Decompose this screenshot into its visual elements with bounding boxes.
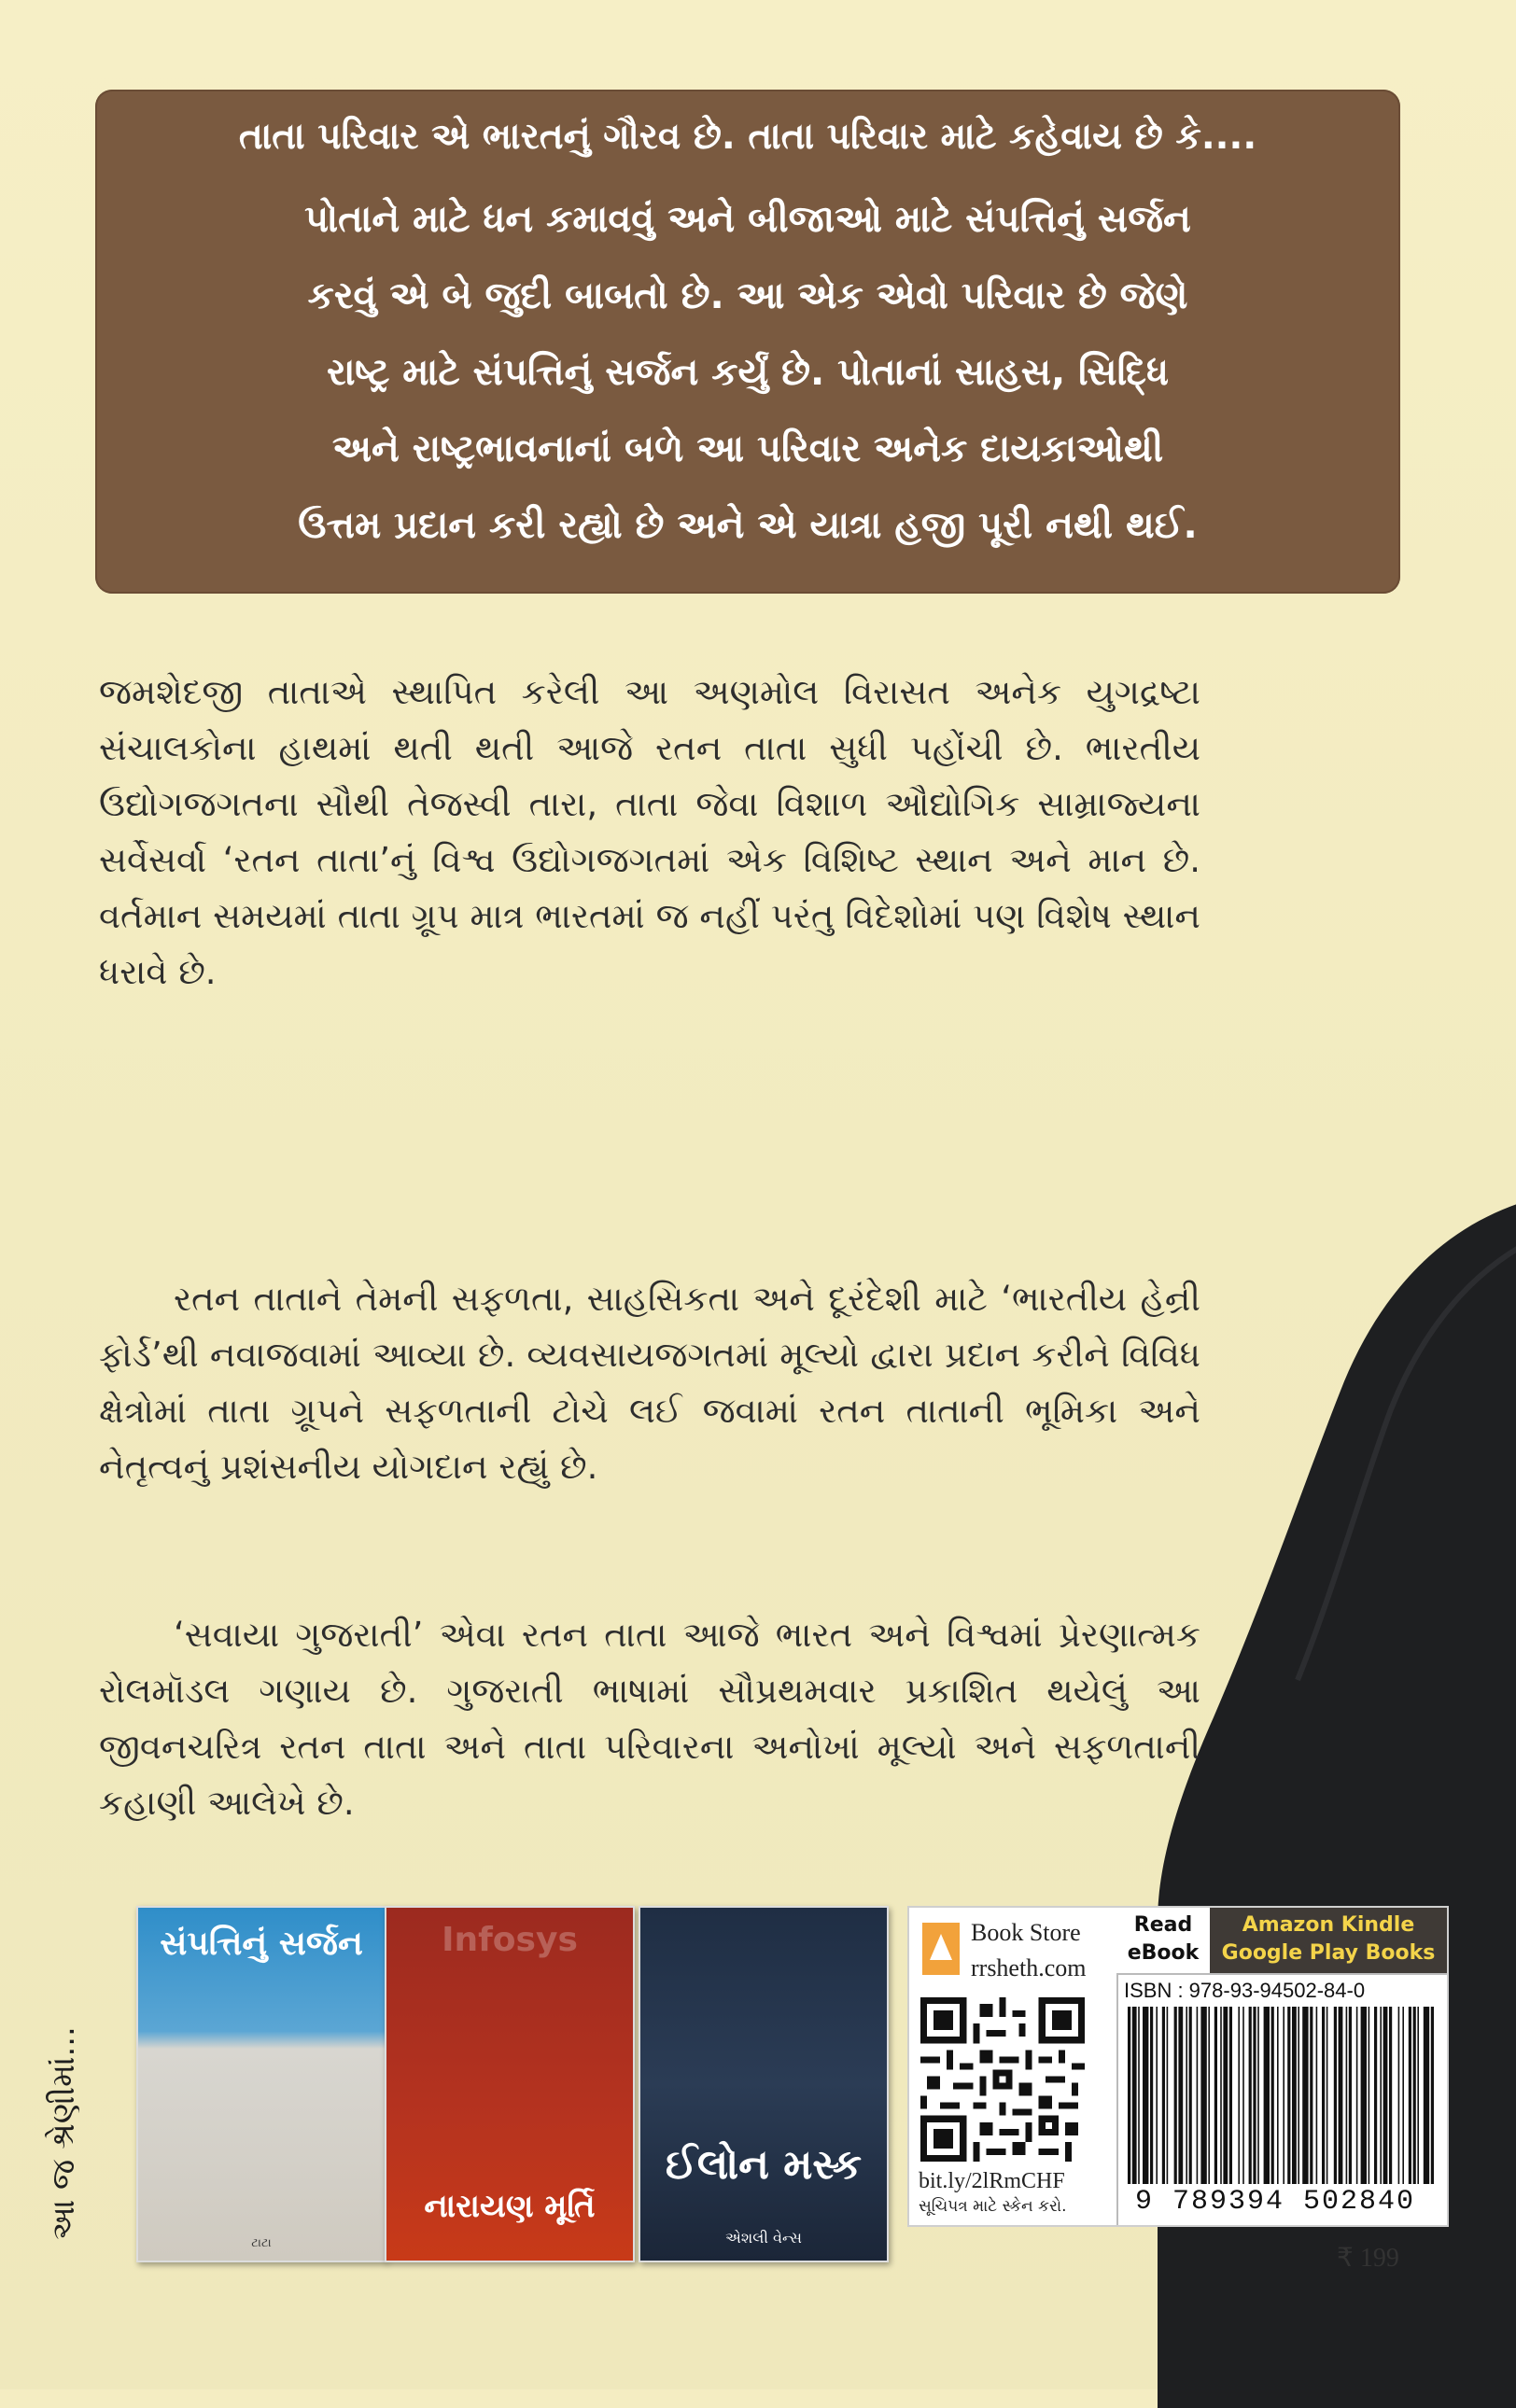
- book-2-subtitle: Infosys: [442, 1921, 578, 1959]
- amazon-kindle-label: Amazon Kindle: [1242, 1913, 1415, 1937]
- isbn-label: ISBN : 978-93-94502-84-0: [1124, 1979, 1366, 2002]
- scan-caption: સૂચિપત્ર માટે સ્કેન કરો.: [919, 2197, 1067, 2216]
- read-label-1: Read: [1133, 1913, 1193, 1937]
- book-3-title: ઈલોન મસ્ક: [665, 2141, 863, 2189]
- publisher-logo-icon: [920, 1921, 962, 1977]
- book-1-subtitle: ટાટા: [251, 2236, 272, 2250]
- book-cover-2: [385, 1906, 635, 2262]
- read-ebook-badge: [1116, 1908, 1210, 1975]
- quote-line-4: રાષ્ટ્ર માટે સંપત્તિનું સર્જન કર્યું છે. પોતાનાં સાહસ, સિદ્ધિ: [327, 351, 1169, 394]
- quote-line-5: અને રાષ્ટ્રભાવનાનાં બળે આ પરિવાર અનેક દાયકાઓથી: [331, 427, 1164, 470]
- body-paragraph-2: રતન તાતાને તેમની સફળતા, સાહસિકતા અને દૂરંદેશી માટે ‘ભારતીય હેન્રી ફોર્ડ’થી નવાજવામાં આવ્યા છે. વ્યવસાયજગતમાં મૂલ્યો દ્વારા પ્રદાન કરીને વિવિધ ક્ષેત્રોમાં તાતા ગ્રૂપને સફળતાની ટોચે લઈ જવામાં રતન તાતાની ભૂમિકા અને નેતૃત્વનું પ્રશંસનીય યોગદાન રહ્યું છે.: [99, 1279, 1200, 1487]
- store-info: [909, 1908, 1118, 2225]
- body-paragraph-3: ‘સવાયા ગુજરાતી’ એવા રતન તાતા આજે ભારત અને વિશ્વમાં પ્રેરણાત્મક રોલમૉડલ ગણાય છે. ગુજરાતી ભાષામાં સૌપ્રથમવાર પ્રકાશિત થયેલું આ જીવનચરિત્ર રતન તાતા અને તાતા પરિવારના અનોખાં મૂલ્યો અને સફળતાની કહાણી આલેખે છે.: [99, 1615, 1200, 1823]
- book-3-subtitle: એશલી વેન્સ: [725, 2229, 802, 2247]
- quote-line-3: કરવું એ બે જુદી બાબતો છે. આ એક એવો પરિવાર છે જેણે: [307, 274, 1188, 317]
- barcode-number: 9 789394 502840: [1134, 2186, 1416, 2218]
- store-url[interactable]: rrsheth.com: [971, 1954, 1087, 1981]
- quote-line-1: તાતા પરિવાર એ ભારતનું ગૌરવ છે. તાતા પરિવાર માટે કહેવાય છે કે....: [238, 116, 1257, 158]
- body-paragraph-1: જમશેદજી તાતાએ સ્થાપિત કરેલી આ અણમોલ વિરાસત અનેક યુગદ્રષ્ટા સંચાલકોના હાથમાં થતી થતી આજે રતન તાતા સુધી પહોંચી છે. ભારતીય ઉદ્યોગજગતના સૌથી તેજસ્વી તારા, તાતા જેવા વિશાળ ઔદ્યોગિક સામ્રાજ્યના સર્વેસર્વા ‘રતન તાતા’નું વિશ્વ ઉદ્યોગજગતમાં એક વિશિષ્ટ સ્થાન અને માન છે. વર્તમાન સમયમાં તાતા ગ્રૂપ માત્ર ભારતમાં જ નહીં પરંતુ વિદેશોમાં પણ વિશેષ સ્થાન ધરાવે છે.: [99, 672, 1200, 992]
- store-title: Book Store: [971, 1919, 1081, 1946]
- ebook-platforms-badge: [1210, 1908, 1447, 1975]
- read-label-2: eBook: [1127, 1941, 1200, 1965]
- qr-code-icon[interactable]: [920, 1997, 1085, 2162]
- quote-line-2: પોતાને માટે ધન કમાવવું અને બીજાઓ માટે સંપત્તિનું સર્જન: [304, 198, 1191, 241]
- store-panel: [907, 1906, 1449, 2227]
- barcode-icon: [1124, 2007, 1438, 2184]
- google-play-label: Google Play Books: [1221, 1941, 1436, 1965]
- book-cover-3: [639, 1906, 889, 2262]
- quote-box: [95, 90, 1400, 594]
- series-label: આ જ શ્રેણીમાં...: [45, 2026, 82, 2240]
- quote-line-6: ઉત્તમ પ્રદાન કરી રહ્યો છે અને એ યાત્રા હજી પૂરી નથી થઈ.: [298, 504, 1198, 547]
- book-1-title: સંપત્તિનું સર્જન: [160, 1925, 363, 1963]
- short-link[interactable]: bit.ly/2lRmCHF: [919, 2169, 1065, 2193]
- book-cover-1: [136, 1906, 386, 2262]
- price-label: ₹ 199: [1337, 2244, 1399, 2273]
- book-2-title: નારાયણ મૂર્તિ: [424, 2188, 596, 2225]
